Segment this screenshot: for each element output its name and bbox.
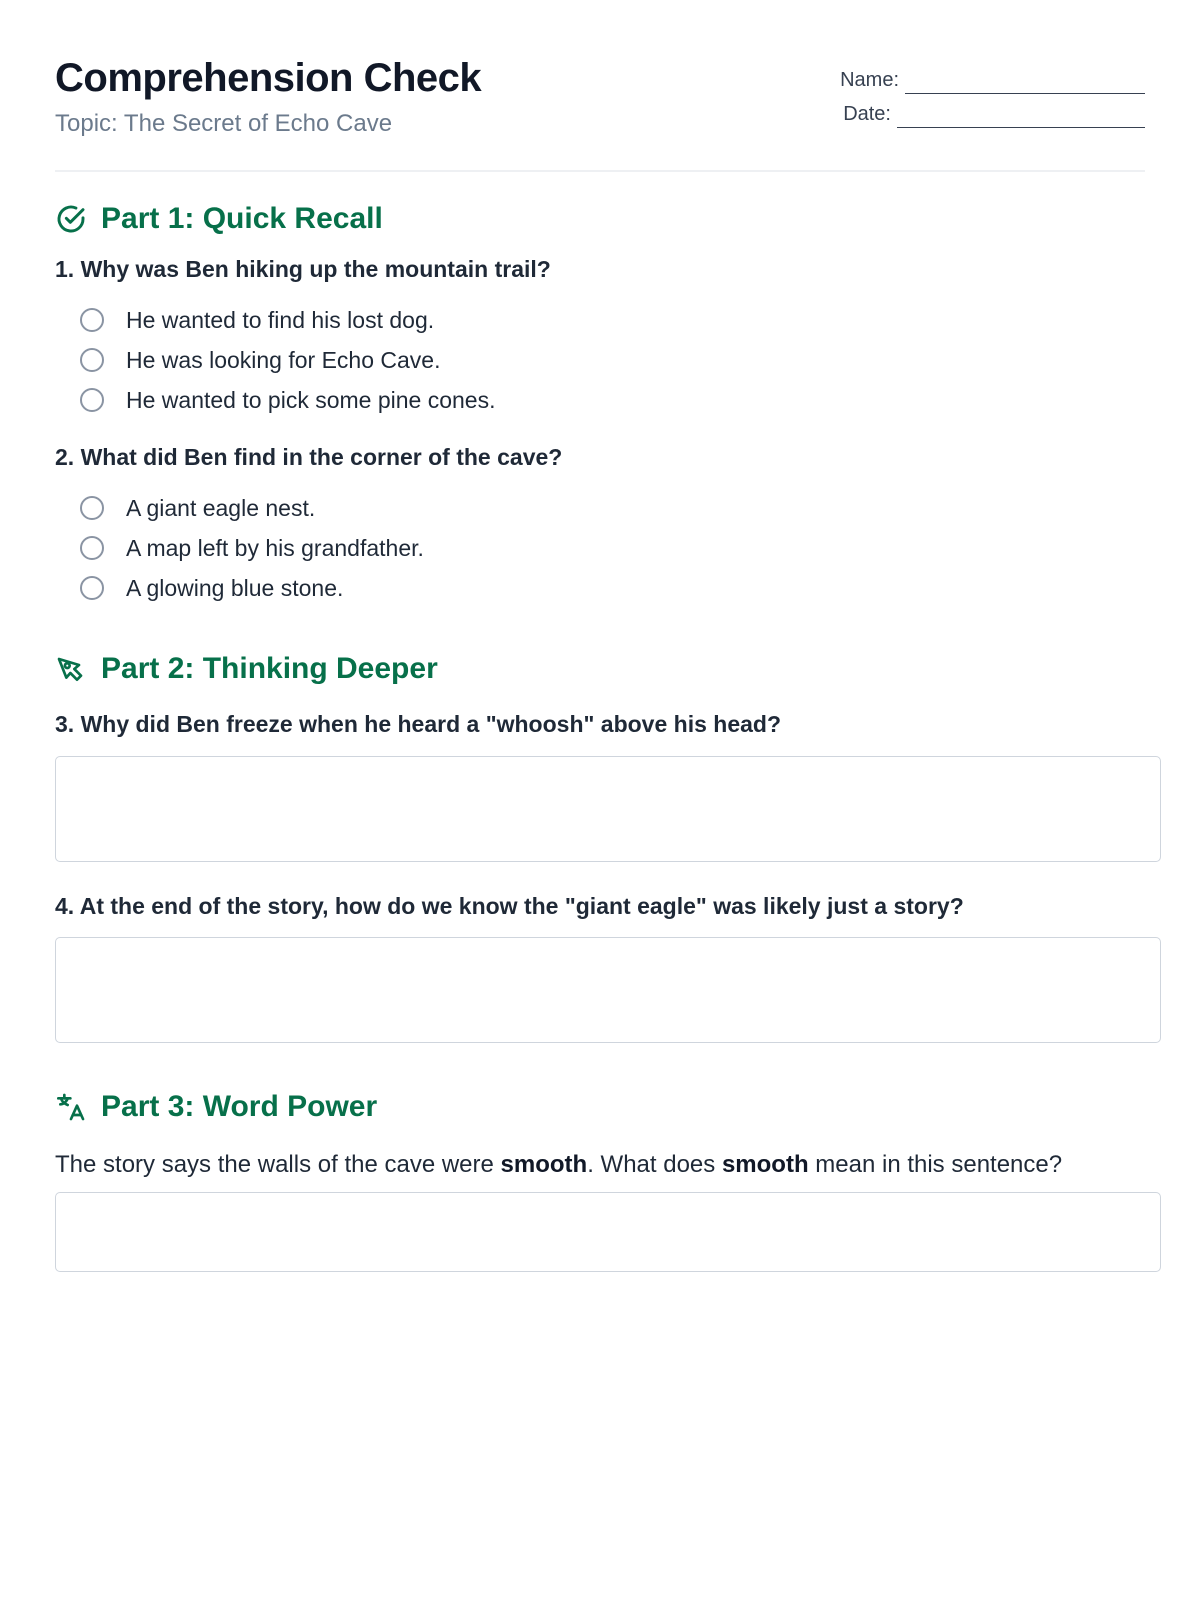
question-2: 2. What did Ben find in the corner of the cave? [55,444,563,470]
option-1b[interactable] [80,340,495,380]
date-label: Date: [843,103,891,125]
option-1c[interactable] [80,380,495,420]
name-field-row [840,66,1145,100]
vocab-word: smooth [500,1151,588,1178]
option-label: A map left by his grandfather. [126,534,424,561]
translate-icon [55,1091,87,1123]
answer-box-question-3[interactable] [55,756,1161,862]
section-title-part-3 [55,1090,377,1124]
option-label: He was looking for Echo Cave. [126,346,441,373]
section-title-text: Part 2: Thinking Deeper [101,652,438,685]
prompt-text: . What does [587,1151,722,1178]
radio-button[interactable] [80,348,104,372]
prompt-text: The story says the walls of the cave were [55,1151,501,1178]
question-1-options [80,300,495,420]
section-title-text: Part 3: Word Power [101,1090,378,1123]
question-2-options [80,488,424,608]
section-title-part-2 [55,652,438,686]
option-2a[interactable] [80,488,424,528]
name-blank[interactable] [905,71,1145,94]
question-4: 4. At the end of the story, how do we know the "giant eagle" was likely just a story? [55,893,964,919]
radio-button[interactable] [80,576,104,600]
prompt-text: mean in this sentence? [808,1151,1063,1178]
radio-button[interactable] [80,308,104,332]
date-blank[interactable] [897,105,1145,128]
vocab-word: smooth [721,1151,809,1178]
option-label: A glowing blue stone. [126,574,344,601]
name-label: Name: [840,69,899,91]
vocabulary-prompt [55,1151,1062,1179]
question-3: 3. Why did Ben freeze when he heard a "whoosh" above his head? [55,711,782,737]
option-label: A giant eagle nest. [126,494,316,521]
radio-button[interactable] [80,536,104,560]
option-label: He wanted to pick some pine cones. [126,386,496,413]
option-2b[interactable] [80,528,424,568]
check-circle-icon [55,203,87,235]
date-field-row [840,100,1145,134]
option-1a[interactable] [80,300,495,340]
option-label: He wanted to find his lost dog. [126,306,435,333]
worksheet-header [55,0,1145,172]
radio-button[interactable] [80,496,104,520]
pen-nib-icon [55,653,87,685]
question-1: 1. Why was Ben hiking up the mountain trail? [55,256,551,282]
radio-button[interactable] [80,388,104,412]
answer-box-word-power[interactable] [55,1192,1161,1272]
student-fields [840,66,1145,134]
page-title: Comprehension Check [55,56,482,100]
section-title-text: Part 1: Quick Recall [101,202,383,235]
section-title-part-1 [55,202,383,236]
answer-box-question-4[interactable] [55,937,1161,1043]
topic-subtitle: Topic: The Secret of Echo Cave [55,110,393,137]
option-2c[interactable] [80,568,424,608]
